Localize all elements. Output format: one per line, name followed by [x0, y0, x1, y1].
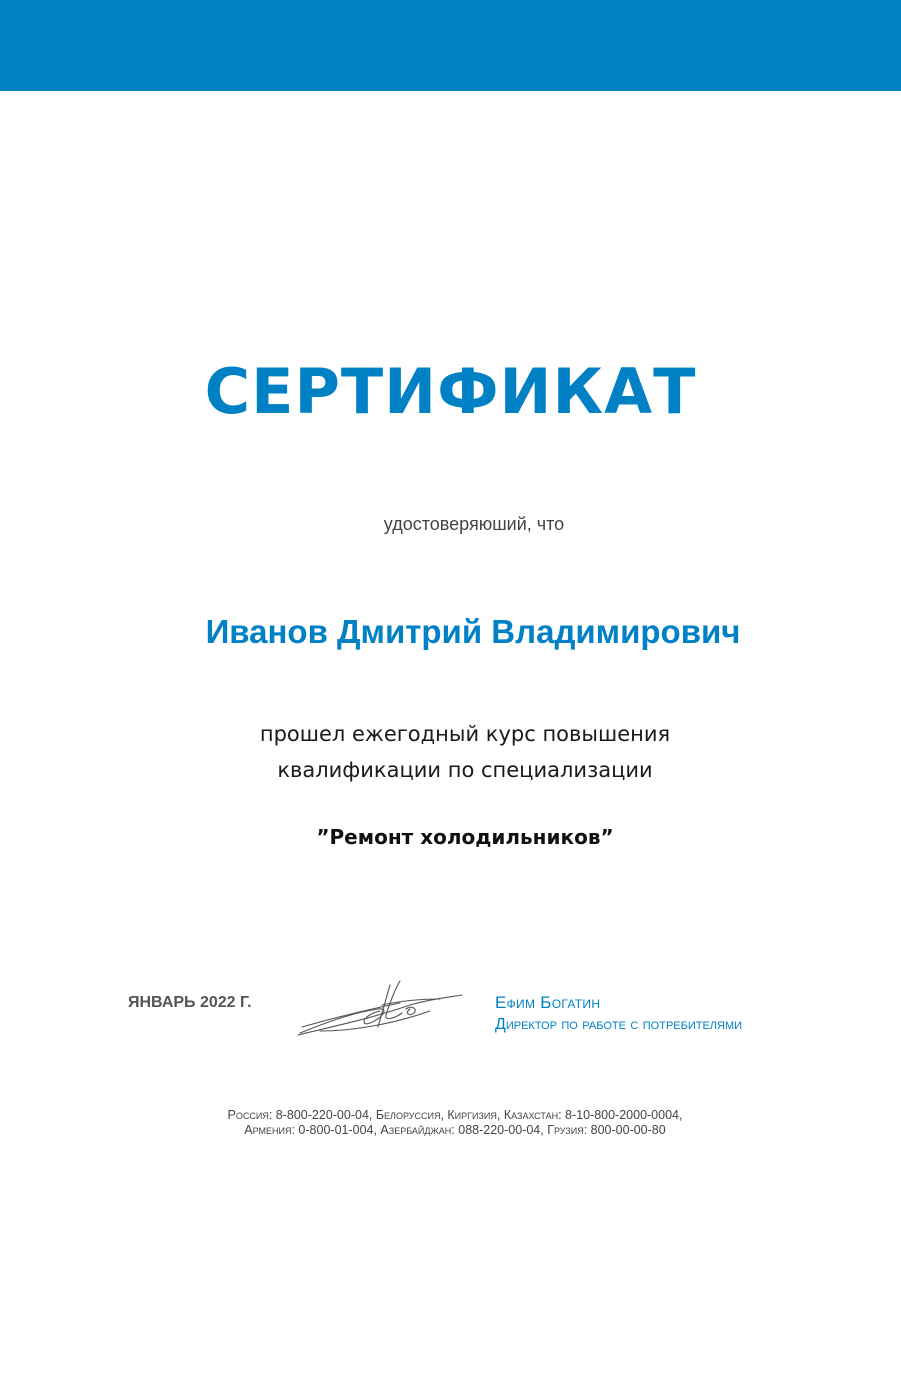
signer-name: Ефим Богатин — [495, 993, 601, 1012]
statement-line-2: квалификации по специализации — [277, 758, 653, 782]
signature-image — [290, 975, 470, 1045]
top-brand-bar — [0, 0, 901, 91]
issue-date: ЯНВАРЬ 2022 Г. — [128, 994, 252, 1011]
certificate-statement — [0, 716, 901, 788]
contact-phones — [0, 1108, 901, 1138]
contacts-line-2: Армения: 0-800-01-004, Азербайджан: 088-220-00-04, Грузия: 800-00-00-80 — [244, 1123, 666, 1137]
signer-role: Директор по работе с потребителями — [495, 1016, 743, 1033]
certificate-subtitle: удостоверяюший, что — [383, 514, 565, 534]
course-name: ”Ремонт холодильников” — [316, 825, 614, 849]
certificate-title: СЕРТИФИКАТ — [204, 355, 697, 428]
statement-line-1: прошел ежегодный курс повышения — [259, 722, 671, 746]
signature-strokes — [298, 981, 462, 1035]
recipient-name: Иванов Дмитрий Владимирович — [205, 613, 741, 650]
contacts-line-1: Россия: 8-800-220-00-04, Белоруссия, Киргизия, Казахстан: 8-10-800-2000-0004, — [227, 1108, 683, 1122]
